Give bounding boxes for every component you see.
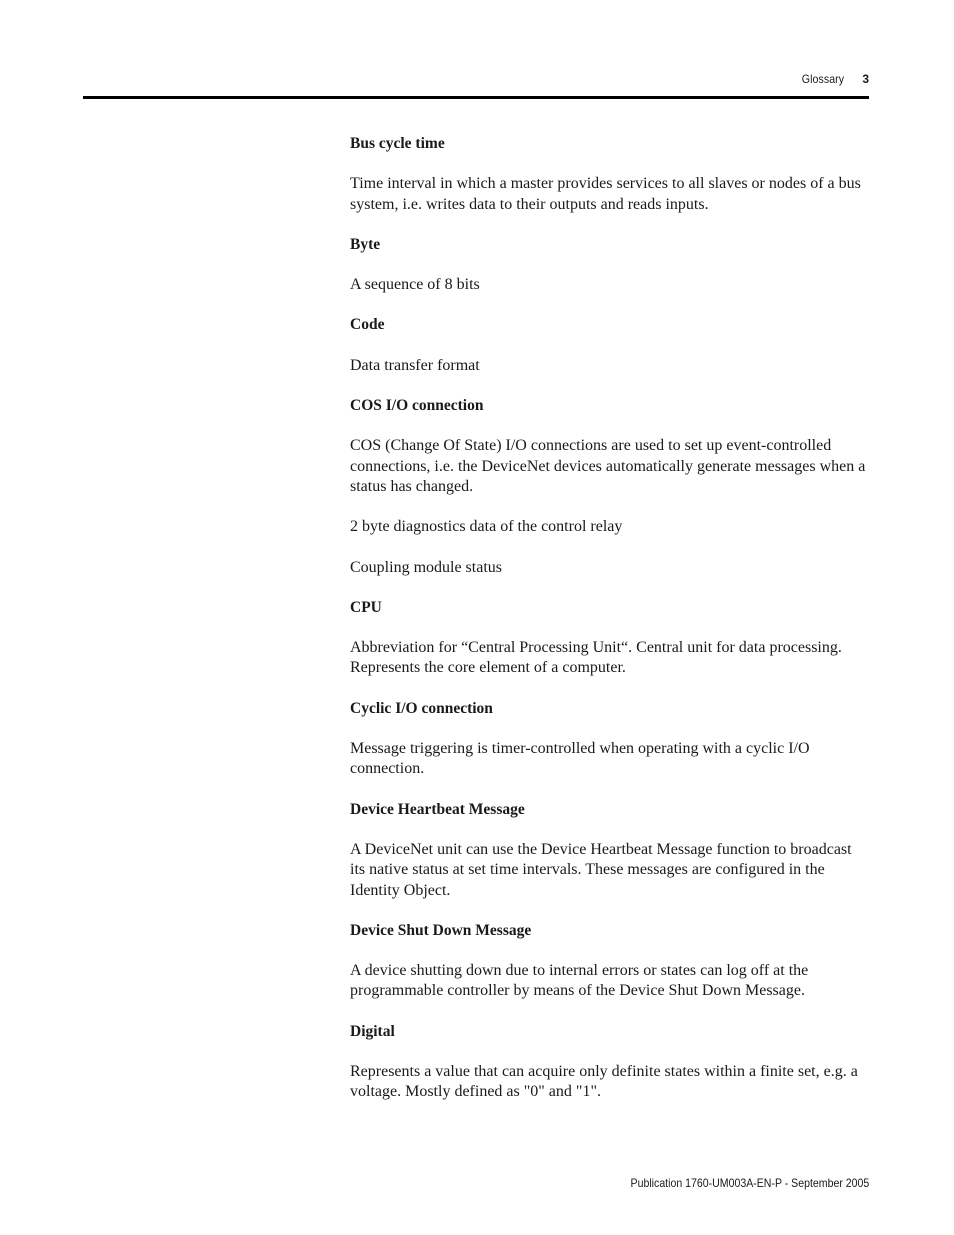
glossary-entry (350, 598, 870, 679)
glossary-term: Cyclic I/O connection (350, 699, 493, 717)
glossary-definition: COS (Change Of State) I/O connections are used to set up event-controlled connections, i.e. the DeviceNet devices automatically generate messages when a status has changed. (350, 437, 866, 495)
glossary-entry (350, 396, 870, 578)
glossary-term: Device Shut Down Message (350, 921, 532, 939)
publication-info: Publication 1760-UM003A-EN-P - September 2005 (630, 1176, 869, 1190)
glossary-entry (350, 800, 870, 901)
glossary-entry (350, 921, 870, 1002)
glossary-entry (350, 315, 870, 376)
glossary-content (350, 134, 870, 1123)
glossary-entry (350, 1022, 870, 1103)
glossary-term: COS I/O connection (350, 397, 484, 415)
page-header (83, 72, 869, 92)
glossary-definition: A sequence of 8 bits (350, 276, 480, 294)
glossary-term: Byte (350, 235, 381, 253)
glossary-term: CPU (350, 598, 382, 616)
glossary-entry (350, 235, 870, 296)
glossary-definition: Time interval in which a master provides services to all slaves or nodes of a bus system, i.e. writes data to their outputs and reads inputs. (350, 175, 861, 213)
glossary-definition: A DeviceNet unit can use the Device Heartbeat Message function to broadcast its native status at set time intervals. These messages are configured in the Identity Object. (350, 840, 852, 899)
glossary-entry (350, 134, 870, 215)
glossary-definition: Abbreviation for “Central Processing Unit“. Central unit for data processing. Represents the core element of a computer. (350, 639, 842, 677)
glossary-term: Bus cycle time (350, 135, 445, 152)
glossary-definition: 2 byte diagnostics data of the control relay (350, 518, 623, 536)
glossary-definition: Represents a value that can acquire only definite states within a finite set, e.g. a voltage. Mostly defined as "0" and "1". (350, 1063, 858, 1101)
glossary-entry (350, 699, 870, 780)
glossary-definition: A device shutting down due to internal errors or states can log off at the programmable controller by means of the Device Shut Down Message. (350, 962, 809, 1000)
glossary-definition: Data transfer format (350, 356, 480, 374)
glossary-term: Digital (350, 1022, 395, 1040)
glossary-definition: Coupling module status (350, 558, 502, 576)
page-number: 3 (862, 72, 869, 86)
glossary-term: Code (350, 316, 385, 334)
header-section-title: Glossary (801, 72, 845, 86)
glossary-definition: Message triggering is timer-controlled when operating with a cyclic I/O connection. (350, 740, 810, 778)
page-footer (83, 1176, 869, 1190)
glossary-term: Device Heartbeat Message (350, 800, 525, 818)
header-rule (83, 96, 869, 99)
